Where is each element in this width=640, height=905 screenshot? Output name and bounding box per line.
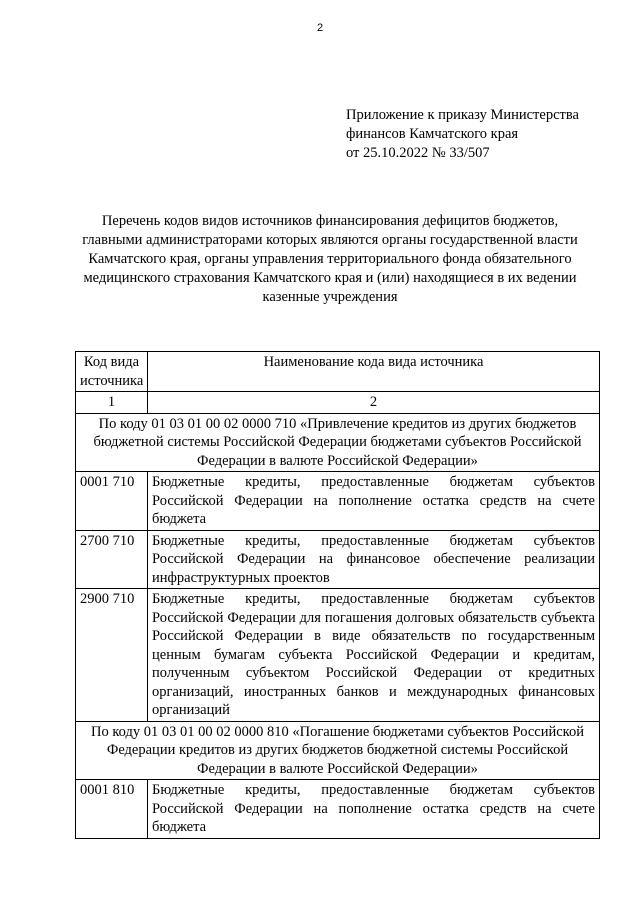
title-line: медицинского страхования Камчатского края и (или) находящиеся в их ведении	[83, 270, 577, 286]
section-row	[76, 413, 600, 472]
table-row	[76, 780, 600, 839]
source-codes-table	[75, 351, 600, 839]
source-description: Бюджетные кредиты, предоставленные бюджетам субъектов Российской Федерации на пополнение остатка средств на счете бюджета	[148, 780, 600, 839]
table-row	[76, 589, 600, 722]
section-row	[76, 721, 600, 780]
appendix-line: от 25.10.2022 № 33/507	[346, 145, 490, 161]
document-title	[60, 212, 600, 307]
source-description: Бюджетные кредиты, предоставленные бюджетам субъектов Российской Федерации на пополнение остатка средств на счете бюджета	[148, 472, 600, 531]
header-code: Код вида источника	[76, 352, 148, 392]
title-line: Камчатского края, органы управления территориального фонда обязательного	[88, 251, 572, 267]
source-description: Бюджетные кредиты, предоставленные бюджетам субъектов Российской Федерации для погашения долговых обязательств субъекта Российской Федерации в виде обязательств по государственным ценным бумагам субъекта Российской Федерации и кредитам, полученным субъектом Российской Федерации от кредитных организаций, иностранных банков и международных финансовых организаций	[148, 589, 600, 722]
section-heading-810: По коду 01 03 01 00 02 0000 810 «Погашение бюджетами субъектов Российской Федерации кредитов из других бюджетов бюджетной системы Российской Федерации в валюте Российской Федерации»	[76, 721, 600, 780]
title-line: главными администраторами которых являются органы государственной власти	[82, 232, 578, 248]
table-header-row	[76, 352, 600, 392]
title-line: казенные учреждения	[262, 289, 398, 305]
table-column-numbers-row	[76, 392, 600, 414]
title-line: Перечень кодов видов источников финансирования дефицитов бюджетов,	[101, 213, 559, 229]
table-row	[76, 472, 600, 531]
section-heading-710: По коду 01 03 01 00 02 0000 710 «Привлечение кредитов из других бюджетов бюджетной системы Российской Федерации бюджетами субъектов Российской Федерации в валюте Российской Федерации»	[76, 413, 600, 472]
column-number-2: 2	[148, 392, 600, 414]
appendix-line: Приложение к приказу Министерства	[346, 107, 579, 123]
page-number: 2	[316, 22, 324, 34]
source-code: 0001 710	[76, 472, 148, 531]
source-description: Бюджетные кредиты, предоставленные бюджетам субъектов Российской Федерации на финансовое обеспечение реализации инфраструктурных проектов	[148, 530, 600, 589]
source-code: 2900 710	[76, 589, 148, 722]
source-code: 2700 710	[76, 530, 148, 589]
table-row	[76, 530, 600, 589]
header-name: Наименование кода вида источника	[148, 352, 600, 392]
column-number-1: 1	[76, 392, 148, 414]
source-code: 0001 810	[76, 780, 148, 839]
appendix-block	[346, 106, 626, 163]
appendix-line: финансов Камчатского края	[346, 126, 519, 142]
